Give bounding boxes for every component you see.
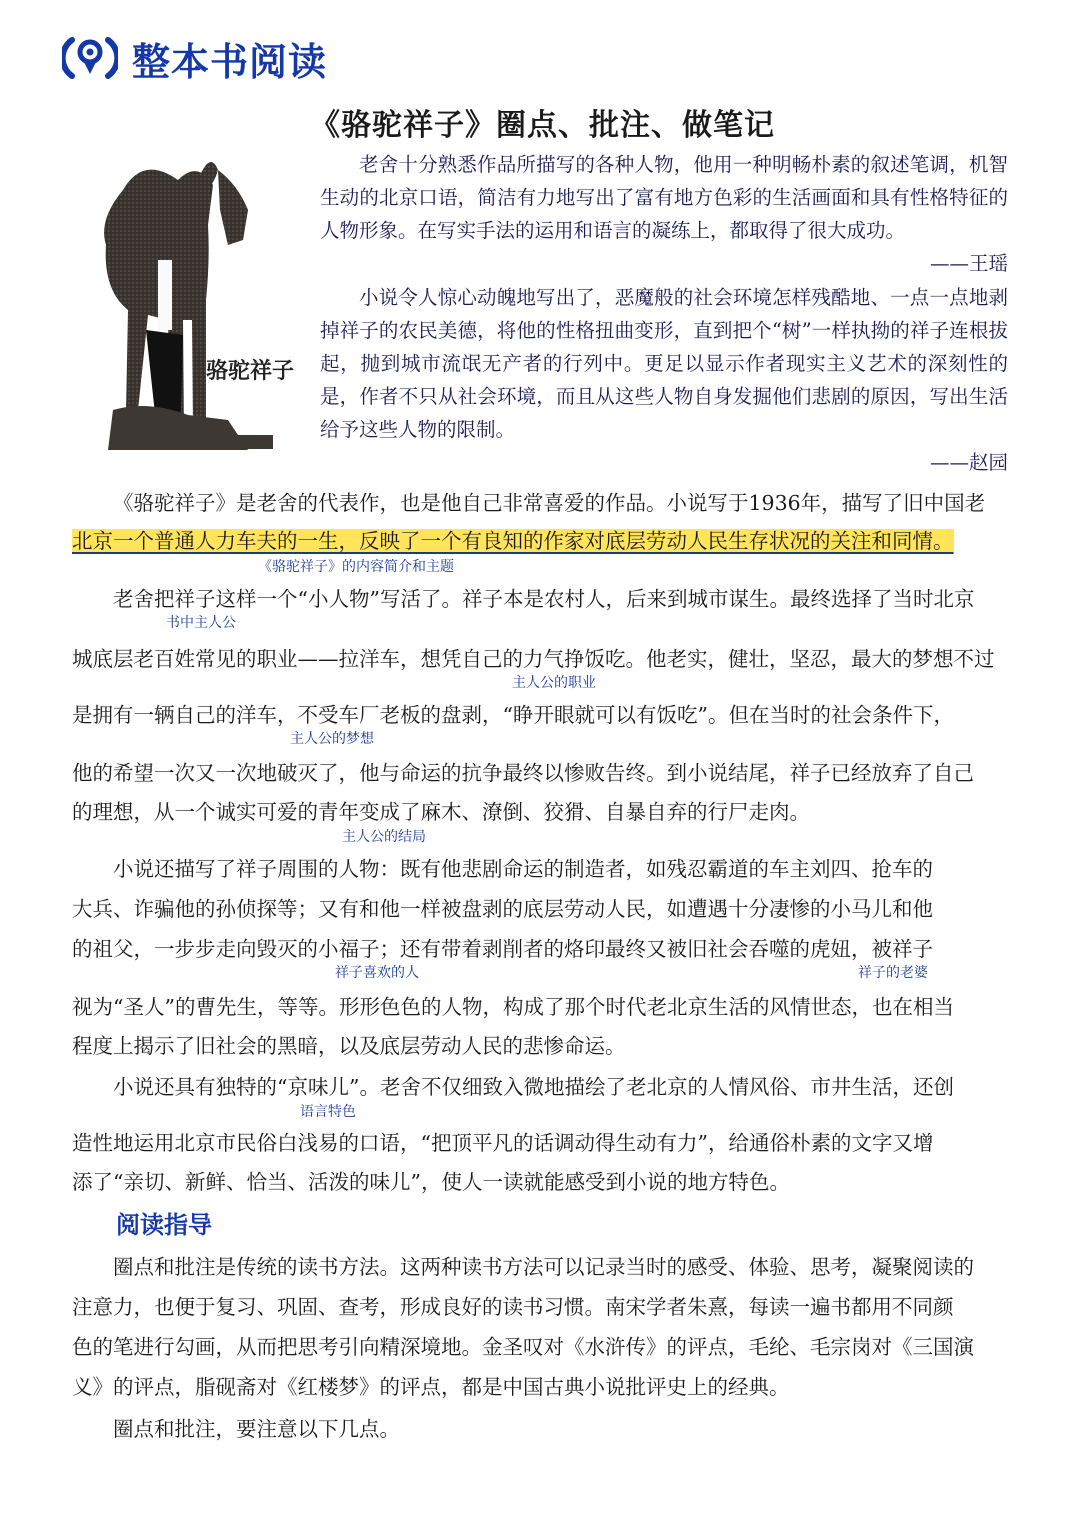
paragraph-line: 的祖父，一步步走向毁灭的小福子；还有带着剥削者的烙印最终又被旧社会吞噬的虎妞，被祥子 bbox=[72, 937, 933, 961]
annotation-note: 祥子喜欢的人 bbox=[335, 965, 419, 981]
annotation-note: 语言特色 bbox=[300, 1104, 356, 1120]
paragraph-line: 城底层老百姓常见的职业——拉洋车，想凭自己的力气挣饭吃。他老实，健壮，坚忍，最大的梦想不过 bbox=[72, 647, 995, 671]
paragraph-line: 老舍把祥子这样一个“小人物”写活了。祥子本是农村人，后来到城市谋生。最终选择了当时北京 bbox=[113, 587, 975, 611]
highlighted-text: 北京一个普通人力车夫的一生，反映了一个有良知的作家对底层劳动人民生存状况的关注和同情。 bbox=[72, 529, 954, 553]
quote-zhao-yuan bbox=[320, 281, 1008, 479]
quote-author: ——王瑶 bbox=[929, 252, 1008, 275]
annotation-note: 书中主人公 bbox=[166, 615, 236, 631]
paragraph-line: 注意力，也便于复习、巩固、查考，形成良好的读书习惯。南宋学者朱熹，每读一遍书都用不同颜 bbox=[72, 1295, 954, 1319]
quote-text: 老舍十分熟悉作品所描写的各种人物，他用一种明畅朴素的叙述笔调，机智生动的北京口语，简洁有力地写出了富有地方色彩的生活画面和具有性格特征的人物形象。在写实手法的运用和语言的凝练上，都取得了很大成功。 bbox=[320, 153, 1008, 242]
paragraph-line: 小说还具有独特的“京味儿”。老舍不仅细致入微地描绘了老北京的人情风俗、市井生活，还创 bbox=[113, 1075, 954, 1099]
paragraph-line: 圈点和批注，要注意以下几点。 bbox=[113, 1417, 400, 1441]
paragraph-line: 程度上揭示了旧社会的黑暗，以及底层劳动人民的悲惨命运。 bbox=[72, 1034, 626, 1058]
paragraph-line bbox=[72, 524, 1012, 554]
reading-logo-icon bbox=[62, 30, 118, 86]
page-header bbox=[62, 30, 327, 86]
section-heading: 阅读指导 bbox=[116, 1211, 212, 1239]
image-caption: 骆驼祥子 bbox=[206, 358, 295, 384]
annotation-note: 主人公的结局 bbox=[342, 829, 426, 845]
paragraph-line: 圈点和批注是传统的读书方法。这两种读书方法可以记录当时的感受、体验、思考，凝聚阅读的 bbox=[113, 1255, 974, 1279]
paragraph-line: 是拥有一辆自己的洋车，不受车厂老板的盘剥，“睁开眼就可以有饭吃”。但在当时的社会条件下， bbox=[72, 703, 954, 727]
annotation-note: 祥子的老婆 bbox=[858, 965, 928, 981]
annotation-note: 《骆驼祥子》的内容简介和主题 bbox=[258, 559, 454, 575]
paragraph-line: 大兵、诈骗他的孙侦探等；又有和他一样被盘剥的底层劳动人民，如遭遇十分凄惨的小马儿和他 bbox=[72, 897, 933, 921]
camel-illustration bbox=[88, 150, 303, 455]
paragraph-line: 视为“圣人”的曹先生，等等。形形色色的人物，构成了那个时代老北京生活的风情世态，也在相当 bbox=[72, 995, 954, 1019]
quote-author: ——赵园 bbox=[929, 451, 1008, 474]
book-title: 《骆驼祥子》圈点、批注、做笔记 bbox=[310, 108, 775, 143]
annotation-note: 主人公的梦想 bbox=[290, 731, 374, 747]
annotation-note: 主人公的职业 bbox=[512, 675, 596, 691]
paragraph-line: 造性地运用北京市民俗白浅易的口语，“把顶平凡的话调动得生动有力”，给通俗朴素的文字又增 bbox=[72, 1131, 934, 1155]
paragraph-line: 《骆驼祥子》是老舍的代表作，也是他自己非常喜爱的作品。小说写于1936年，描写了旧中国老 bbox=[113, 491, 986, 515]
paragraph-line: 小说还描写了祥子周围的人物：既有他悲剧命运的制造者，如残忍霸道的车主刘四、抢车的 bbox=[113, 857, 933, 881]
quote-wang-yao bbox=[320, 148, 1008, 280]
paragraph-line: 的理想，从一个诚实可爱的青年变成了麻木、潦倒、狡猾、自暴自弃的行尸走肉。 bbox=[72, 800, 810, 824]
paragraph-line: 添了“亲切、新鲜、恰当、活泼的味儿”，使人一读就能感受到小说的地方特色。 bbox=[72, 1170, 790, 1194]
quote-text: 小说令人惊心动魄地写出了，恶魔般的社会环境怎样残酷地、一点一点地剥掉祥子的农民美德，将他的性格扭曲变形，直到把个“树”一样执拗的祥子连根拔起，抛到城市流氓无产者的行列中。更足以显示作者现实主义艺术的深刻性的是，作者不只从社会环境，而且从这些人物自身发掘他们悲剧的原因，写出生活给予这些人物的限制。 bbox=[320, 286, 1008, 441]
paragraph-line: 义》的评点，脂砚斋对《红楼梦》的评点，都是中国古典小说批评史上的经典。 bbox=[72, 1375, 790, 1399]
paragraph-line: 色的笔进行勾画，从而把思考引向精深境地。金圣叹对《水浒传》的评点，毛纶、毛宗岗对《三国演 bbox=[72, 1335, 974, 1359]
paragraph-line: 他的希望一次又一次地破灭了，他与命运的抗争最终以惨败告终。到小说结尾，祥子已经放弃了自己 bbox=[72, 761, 974, 785]
header-title: 整本书阅读 bbox=[132, 39, 328, 84]
